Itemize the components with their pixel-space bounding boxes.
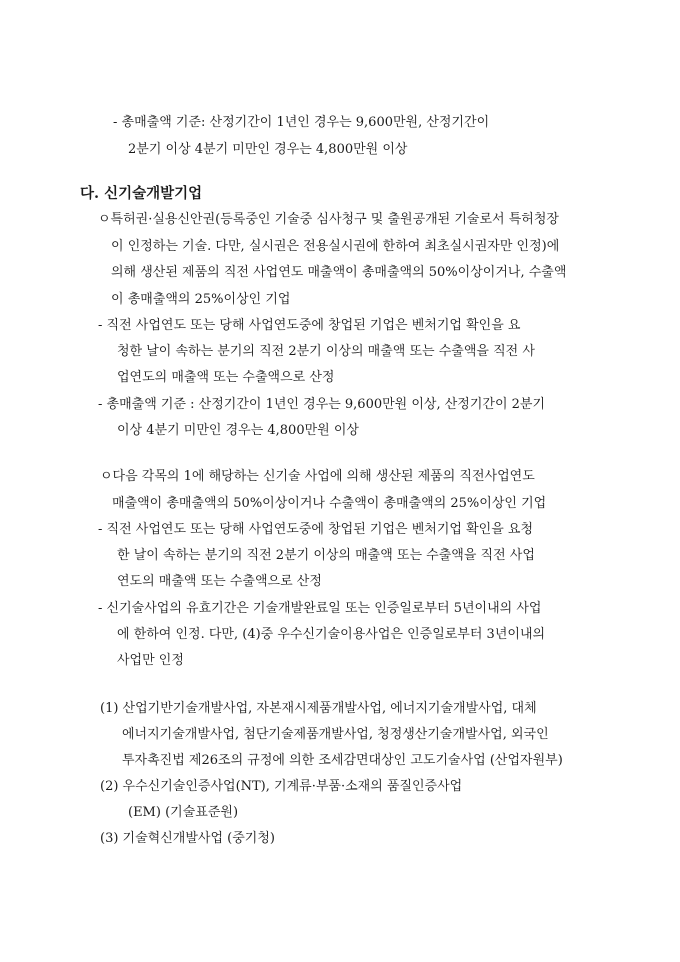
section-heading: 다. 신기술개발기업 [80, 185, 203, 202]
block2-line-7: 에 한하여 인정. 다만, (4)중 우수신기술이용사업은 인증일로부터 3년이내의 [117, 627, 546, 642]
list-item-3: (3) 기술혁신개발사업 (중기청) [100, 831, 275, 846]
intro-line-1: - 총매출액 기준: 산정기간이 1년인 경우는 9,600만원, 산정기간이 [113, 115, 490, 130]
list-item-2-line-1: (2) 우수신기술인증사업(NT), 기계류·부품·소재의 품질인증사업 [100, 779, 463, 794]
block2-line-4: 한 날이 속하는 분기의 직전 2분기 이상의 매출액 또는 수출액을 직전 사업 [117, 548, 535, 563]
block2-line-1: ㅇ다음 각목의 1에 해당하는 신기술 사업에 의해 생산된 제품의 직전사업연도 [100, 469, 535, 484]
list-item-1-line-2: 에너지기술개발사업, 첨단기술제품개발사업, 청정생산기술개발사업, 외국인 [122, 727, 549, 742]
list-item-1-line-1: (1) 산업기반기술개발사업, 자본재시제품개발사업, 에너지기술개발사업, 대체 [100, 701, 537, 716]
block1-line-3: 의해 생산된 제품의 직전 사업연도 매출액이 총매출액의 50%이상이거나, 수출액 [111, 265, 567, 280]
block1-line-6: 청한 날이 속하는 분기의 직전 2분기 이상의 매출액 또는 수출액을 직전 사 [117, 344, 535, 359]
block1-line-7: 업연도의 매출액 또는 수출액으로 산정 [117, 370, 335, 385]
block1-line-8: - 총매출액 기준 : 산정기간이 1년인 경우는 9,600만원 이상, 산정기간이 2분기 [98, 397, 546, 412]
block2-line-8: 사업만 인정 [117, 653, 184, 668]
block2-line-6: - 신기술사업의 유효기간은 기술개발완료일 또는 인증일로부터 5년이내의 사업 [98, 601, 542, 616]
intro-line-2: 2분기 이상 4분기 미만인 경우는 4,800만원 이상 [128, 142, 408, 157]
block2-line-5: 연도의 매출액 또는 수출액으로 산정 [117, 574, 322, 589]
list-item-1-line-3: 투자촉진법 제26조의 규정에 의한 조세감면대상인 고도기술사업 (산업자원부) [122, 753, 563, 768]
block1-line-2: 이 인정하는 기술. 다만, 실시권은 전용실시권에 한하여 최초실시권자만 인정)에 [111, 239, 560, 254]
block1-line-4: 이 총매출액의 25%이상인 기업 [111, 292, 291, 307]
block1-line-5: - 직전 사업연도 또는 당해 사업연도중에 창업된 기업은 벤처기업 확인을 요 [98, 318, 521, 333]
block1-line-1: ㅇ특허권·실용신안권(등록중인 기술중 심사청구 및 출원공개된 기술로서 특허청장 [98, 212, 559, 227]
block2-line-2: 매출액이 총매출액의 50%이상이거나 수출액이 총매출액의 25%이상인 기업 [112, 496, 547, 511]
block2-line-3: - 직전 사업연도 또는 당해 사업연도중에 창업된 기업은 벤처기업 확인을 요청 [98, 522, 534, 537]
list-item-2-line-2: (EM) (기술표준원) [128, 805, 239, 820]
block1-line-9: 이상 4분기 미만인 경우는 4,800만원 이상 [117, 423, 359, 438]
